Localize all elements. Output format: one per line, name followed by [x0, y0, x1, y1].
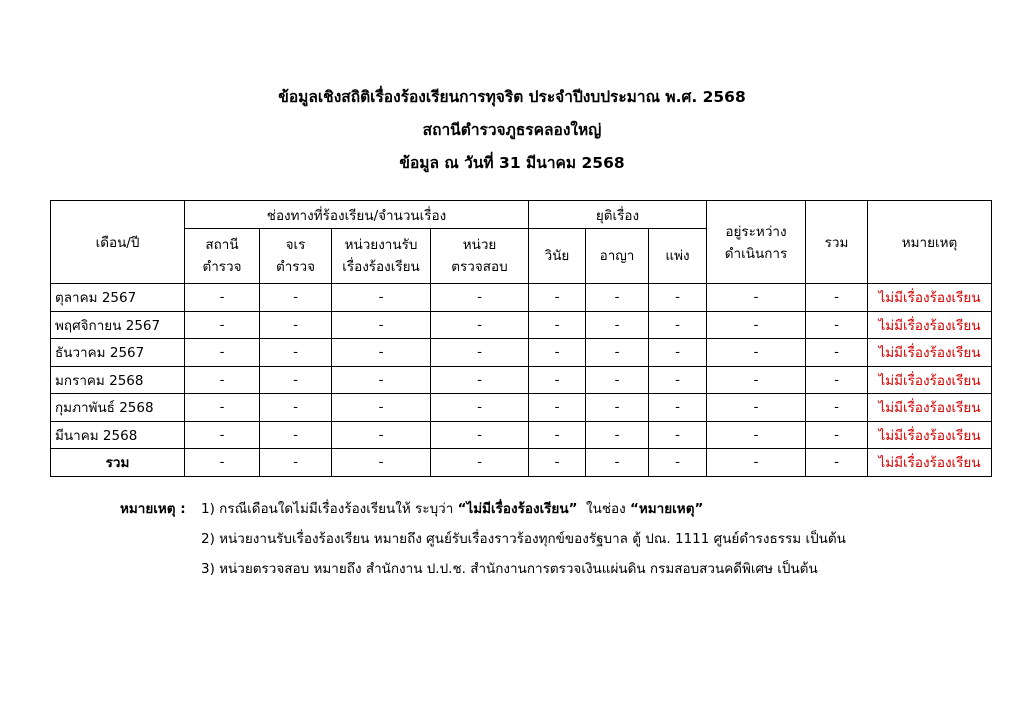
value-cell: -	[707, 394, 806, 422]
value-cell: -	[332, 284, 431, 312]
total-label-cell: รวม	[51, 449, 185, 477]
value-cell: -	[185, 394, 260, 422]
value-cell: -	[431, 339, 529, 367]
value-cell: -	[332, 421, 431, 449]
value-cell: -	[806, 339, 868, 367]
value-cell: -	[260, 284, 332, 312]
value-cell: -	[529, 366, 586, 394]
value-cell: -	[529, 284, 586, 312]
value-cell: -	[707, 421, 806, 449]
value-cell: -	[649, 284, 707, 312]
value-cell: -	[185, 311, 260, 339]
remark-cell: ไม่มีเรื่องร้องเรียน	[868, 449, 992, 477]
header-complaint-channels: ช่องทางที่ร้องเรียน/จำนวนเรื่อง	[185, 201, 529, 229]
header-total: รวม	[806, 201, 868, 284]
header-civil: แพ่ง	[649, 229, 707, 284]
remark-item-1: หมายเหตุ : 1) กรณีเดือนใดไม่มีเรื่องร้องเรียนให้ ระบุว่า “ไม่มีเรื่องร้องเรียน” ในช่อง “หมายเหตุ”	[120, 494, 846, 524]
complaint-statistics-table	[50, 200, 992, 477]
value-cell: -	[431, 284, 529, 312]
value-cell: -	[707, 449, 806, 477]
value-cell: -	[529, 421, 586, 449]
value-cell: -	[431, 366, 529, 394]
value-cell: -	[260, 366, 332, 394]
header-in-progress: อยู่ระหว่าง ดำเนินการ	[707, 201, 806, 284]
table-row	[51, 284, 992, 312]
table-row	[51, 311, 992, 339]
value-cell: -	[707, 366, 806, 394]
value-cell: -	[529, 394, 586, 422]
data-as-of-date: ข้อมูล ณ วันที่ 31 มีนาคม 2568	[399, 154, 625, 172]
remark-cell: ไม่มีเรื่องร้องเรียน	[868, 394, 992, 422]
value-cell: -	[649, 394, 707, 422]
value-cell: -	[586, 449, 649, 477]
header-remark: หมายเหตุ	[868, 201, 992, 284]
document-header	[0, 84, 1024, 183]
month-cell: พฤศจิกายน 2567	[51, 311, 185, 339]
header-month-year: เดือน/ปี	[51, 201, 185, 284]
document-title: ข้อมูลเชิงสถิติเรื่องร้องเรียนการทุจริต ประจำปีงบประมาณ พ.ศ. 2568	[278, 88, 746, 106]
value-cell: -	[260, 311, 332, 339]
total-row	[51, 449, 992, 477]
value-cell: -	[806, 421, 868, 449]
remark-cell: ไม่มีเรื่องร้องเรียน	[868, 366, 992, 394]
remark-cell: ไม่มีเรื่องร้องเรียน	[868, 339, 992, 367]
value-cell: -	[260, 394, 332, 422]
value-cell: -	[332, 366, 431, 394]
value-cell: -	[707, 339, 806, 367]
value-cell: -	[529, 339, 586, 367]
remark-item-2: 2) หน่วยงานรับเรื่องร้องเรียน หมายถึง ศูนย์รับเรื่องราวร้องทุกข์ของรัฐบาล ตู้ ปณ. 1111 ศูนย์ดำรงธรรม เป็นต้น	[201, 531, 846, 547]
header-police-inspector: จเร ตำรวจ	[260, 229, 332, 284]
header-criminal: อาญา	[586, 229, 649, 284]
table-row	[51, 394, 992, 422]
table-row	[51, 421, 992, 449]
table-row	[51, 366, 992, 394]
remark-cell: ไม่มีเรื่องร้องเรียน	[868, 284, 992, 312]
remark-cell: ไม่มีเรื่องร้องเรียน	[868, 421, 992, 449]
value-cell: -	[649, 339, 707, 367]
remarks-label: หมายเหตุ :	[120, 501, 186, 517]
month-cell: กุมภาพันธ์ 2568	[51, 394, 185, 422]
quoted-remark: “หมายเหตุ”	[630, 501, 704, 517]
value-cell: -	[806, 449, 868, 477]
station-name: สถานีตำรวจภูธรคลองใหญ่	[422, 121, 602, 139]
value-cell: -	[529, 311, 586, 339]
value-cell: -	[586, 311, 649, 339]
month-cell: มกราคม 2568	[51, 366, 185, 394]
value-cell: -	[185, 366, 260, 394]
value-cell: -	[260, 339, 332, 367]
value-cell: -	[529, 449, 586, 477]
value-cell: -	[332, 339, 431, 367]
value-cell: -	[806, 366, 868, 394]
value-cell: -	[806, 394, 868, 422]
value-cell: -	[586, 284, 649, 312]
value-cell: -	[586, 421, 649, 449]
value-cell: -	[586, 366, 649, 394]
value-cell: -	[649, 311, 707, 339]
remarks-section	[120, 494, 846, 584]
value-cell: -	[707, 284, 806, 312]
header-inspection-unit: หน่วย ตรวจสอบ	[431, 229, 529, 284]
month-cell: ธันวาคม 2567	[51, 339, 185, 367]
value-cell: -	[806, 311, 868, 339]
quoted-no-complaints: “ไม่มีเรื่องร้องเรียน”	[457, 501, 578, 517]
table-row	[51, 339, 992, 367]
month-cell: มีนาคม 2568	[51, 421, 185, 449]
value-cell: -	[707, 311, 806, 339]
value-cell: -	[649, 421, 707, 449]
value-cell: -	[431, 311, 529, 339]
value-cell: -	[185, 284, 260, 312]
header-terminated: ยุติเรื่อง	[529, 201, 707, 229]
value-cell: -	[586, 394, 649, 422]
value-cell: -	[185, 449, 260, 477]
value-cell: -	[185, 339, 260, 367]
header-receiving-agency: หน่วยงานรับ เรื่องร้องเรียน	[332, 229, 431, 284]
header-disciplinary: วินัย	[529, 229, 586, 284]
value-cell: -	[185, 421, 260, 449]
value-cell: -	[586, 339, 649, 367]
header-police-station: สถานี ตำรวจ	[185, 229, 260, 284]
value-cell: -	[260, 449, 332, 477]
value-cell: -	[332, 311, 431, 339]
remark-cell: ไม่มีเรื่องร้องเรียน	[868, 311, 992, 339]
value-cell: -	[332, 449, 431, 477]
value-cell: -	[260, 421, 332, 449]
value-cell: -	[806, 284, 868, 312]
value-cell: -	[649, 366, 707, 394]
month-cell: ตุลาคม 2567	[51, 284, 185, 312]
value-cell: -	[649, 449, 707, 477]
value-cell: -	[431, 421, 529, 449]
value-cell: -	[431, 394, 529, 422]
remark-item-3: 3) หน่วยตรวจสอบ หมายถึง สำนักงาน ป.ป.ช. สำนักงานการตรวจเงินแผ่นดิน กรมสอบสวนคดีพิเศษ เป็นต้น	[201, 561, 818, 577]
value-cell: -	[431, 449, 529, 477]
value-cell: -	[332, 394, 431, 422]
